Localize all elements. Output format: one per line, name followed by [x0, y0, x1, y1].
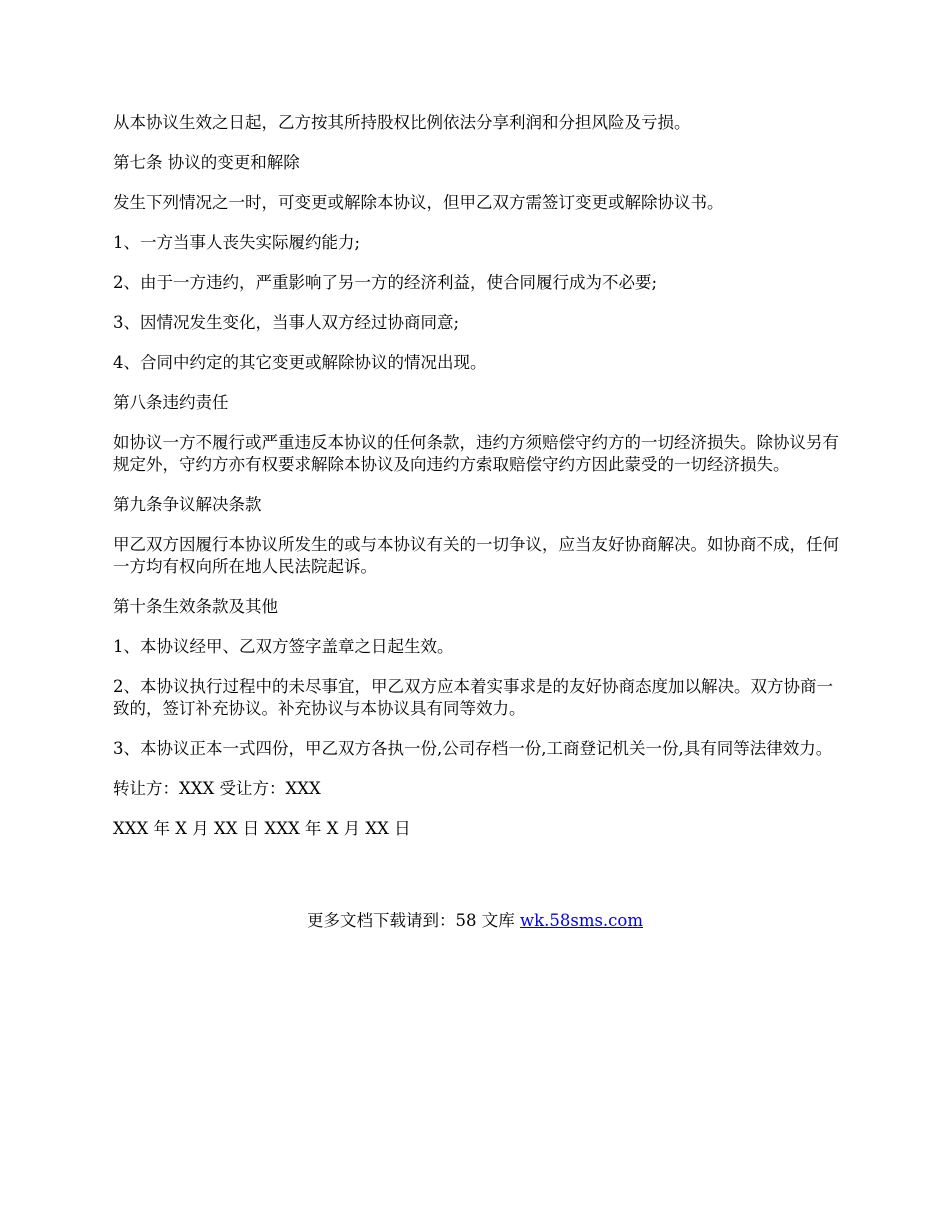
footer-link[interactable]: wk.58sms.com [519, 911, 643, 930]
effect-item-1: 1、本协议经甲、乙双方签字盖章之日起生效。 [113, 637, 454, 656]
heading-article-9: 第九条争议解决条款 [113, 495, 262, 514]
heading-article-8: 第八条违约责任 [113, 393, 229, 412]
heading-article-7: 第七条 协议的变更和解除 [113, 153, 300, 172]
list-item-2: 2、由于一方违约，严重影响了另一方的经济利益，使合同履行成为不必要; [113, 273, 658, 292]
paragraph-dispute-resolution: 甲乙双方因履行本协议所发生的或与本协议有关的一切争议，应当友好协商解决。如协商不成，任何一方均有权向所在地人民法院起诉。 [113, 535, 839, 576]
footer [0, 910, 950, 932]
paragraph-profit-sharing: 从本协议生效之日起，乙方按其所持股权比例依法分享利润和分担风险及亏损。 [113, 113, 691, 132]
paragraph-breach-liability: 如协议一方不履行或严重违反本协议的任何条款，违约方须赔偿守约方的一切经济损失。除协议另有规定外，守约方亦有权要求解除本协议及向违约方索取赔偿守约方因此蒙受的一切经济损失。 [113, 433, 839, 474]
list-item-3: 3、因情况发生变化，当事人双方经过协商同意; [113, 313, 460, 332]
effect-item-3: 3、本协议正本一式四份，甲乙双方各执一份,公司存档一份,工商登记机关一份,具有同等法律效力。 [113, 739, 833, 758]
signature-dates: XXX 年 X 月 XX 日 XXX 年 X 月 XX 日 [113, 819, 411, 838]
effect-item-2: 2、本协议执行过程中的未尽事宜，甲乙双方应本着实事求是的友好协商态度加以解决。双方协商一致的，签订补充协议。补充协议与本协议具有同等效力。 [113, 677, 833, 718]
footer-text: 更多文档下载请到：58 文库 [306, 911, 520, 930]
heading-article-10: 第十条生效条款及其他 [113, 597, 278, 616]
list-item-1: 1、一方当事人丧失实际履约能力; [113, 233, 361, 252]
paragraph-change-conditions: 发生下列情况之一时，可变更或解除本协议，但甲乙双方需签订变更或解除协议书。 [113, 193, 724, 212]
document-body [113, 112, 843, 858]
list-item-4: 4、合同中约定的其它变更或解除协议的情况出现。 [113, 353, 487, 372]
signature-parties: 转让方：XXX 受让方：XXX [113, 779, 321, 798]
